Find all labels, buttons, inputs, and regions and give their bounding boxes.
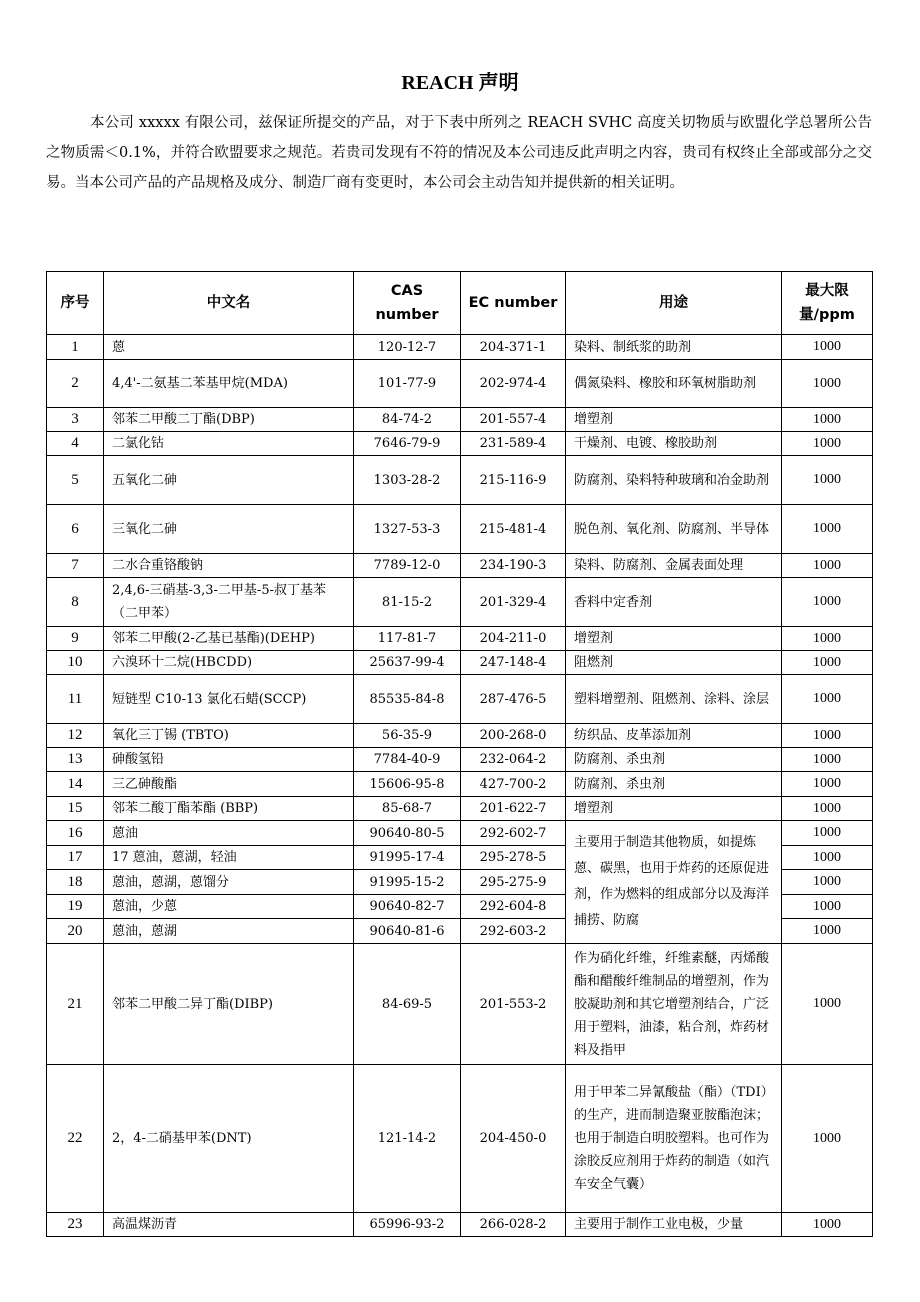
substance-use: 染料、制纸浆的助剂 [566,335,782,360]
ec-number: 266-028-2 [461,1213,566,1237]
substance-name: 砷酸氢铅 [104,748,354,772]
max-limit: 1000 [782,578,873,627]
substance-use: 防腐剂、杀虫剂 [566,748,782,772]
table-row [47,944,873,1065]
max-limit: 1000 [782,748,873,772]
substance-use: 纺织品、皮革添加剂 [566,724,782,748]
ec-number: 200-268-0 [461,724,566,748]
max-limit: 1000 [782,1065,873,1213]
cas-number: 7784-40-9 [354,748,461,772]
substance-name: 五氧化二砷 [104,456,354,505]
max-limit: 1000 [782,675,873,724]
cas-number: 84-69-5 [354,944,461,1065]
cas-number: 81-15-2 [354,578,461,627]
substance-name: 氧化三丁锡 (TBTO) [104,724,354,748]
shared-use-cell: 主要用于制造其他物质，如提炼蒽、碳黑，也用于炸药的还原促进剂，作为燃料的组成部分以及海洋捕捞、防腐 [566,821,782,944]
table-row [47,554,873,578]
ec-number: 202-974-4 [461,360,566,408]
row-number: 3 [47,408,104,432]
max-limit: 1000 [782,554,873,578]
max-limit: 1000 [782,919,873,944]
row-number: 9 [47,627,104,651]
row-number: 15 [47,797,104,821]
max-limit: 1000 [782,724,873,748]
substance-name: 17 蒽油，蒽湖，轻油 [104,846,354,870]
header-cas: CAS number [354,272,461,335]
table-row [47,432,873,456]
svhc-table [46,271,873,1237]
row-number: 6 [47,505,104,554]
substance-name: 蒽油，蒽湖，蒽馏分 [104,870,354,895]
cas-number: 91995-15-2 [354,870,461,895]
substance-use: 用于甲苯二异氰酸盐（酯）（TDI）的生产，进而制造聚亚胺酯泡沫；也用于制造白明胶塑料。也可作为涂胶反应剂用于炸药的制造（如汽车安全气囊） [566,1065,782,1213]
ec-number: 204-211-0 [461,627,566,651]
row-number: 5 [47,456,104,505]
substance-name: 邻苯二甲酸二丁酯(DBP) [104,408,354,432]
substance-use: 作为硝化纤维，纤维素醚，丙烯酸酯和醋酸纤维制品的增塑剂，作为胶凝助剂和其它增塑剂结合，广泛用于塑料，油漆，粘合剂，炸药材料及指甲 [566,944,782,1065]
row-number: 8 [47,578,104,627]
max-limit: 1000 [782,944,873,1065]
max-limit: 1000 [782,408,873,432]
page-title: REACH 声明 [401,72,519,94]
max-limit: 1000 [782,1213,873,1237]
ec-number: 215-116-9 [461,456,566,505]
table-row [47,408,873,432]
cas-number: 91995-17-4 [354,846,461,870]
row-number: 7 [47,554,104,578]
substance-name: 邻苯二酸丁酯苯酯 (BBP) [104,797,354,821]
table-header-row [47,272,873,335]
substance-name: 高温煤沥青 [104,1213,354,1237]
ec-number: 201-329-4 [461,578,566,627]
row-number: 1 [47,335,104,360]
max-limit: 1000 [782,505,873,554]
cas-number: 90640-80-5 [354,821,461,846]
table-row [47,821,873,846]
header-no: 序号 [47,272,104,335]
ec-number: 204-371-1 [461,335,566,360]
substance-name: 邻苯二甲酸二异丁酯(DIBP) [104,944,354,1065]
table-row [47,1213,873,1237]
max-limit: 1000 [782,432,873,456]
ec-number: 292-604-8 [461,895,566,919]
table-row [47,797,873,821]
header-max: 最大限量/ppm [782,272,873,335]
row-number: 22 [47,1065,104,1213]
table-row [47,456,873,505]
substance-name: 三乙砷酸酯 [104,772,354,797]
table-row [47,748,873,772]
max-limit: 1000 [782,360,873,408]
max-limit: 1000 [782,821,873,846]
table-row [47,360,873,408]
table-row [47,627,873,651]
substance-use: 阻燃剂 [566,651,782,675]
substance-name: 蒽 [104,335,354,360]
ec-number: 201-553-2 [461,944,566,1065]
row-number: 4 [47,432,104,456]
substance-name: 六溴环十二烷(HBCDD) [104,651,354,675]
header-ec: EC number [461,272,566,335]
max-limit: 1000 [782,870,873,895]
ec-number: 201-557-4 [461,408,566,432]
ec-number: 232-064-2 [461,748,566,772]
ec-number: 427-700-2 [461,772,566,797]
cas-number: 7789-12-0 [354,554,461,578]
cas-number: 85-68-7 [354,797,461,821]
row-number: 23 [47,1213,104,1237]
substance-use: 塑料增塑剂、阻燃剂、涂料、涂层 [566,675,782,724]
max-limit: 1000 [782,797,873,821]
substance-name: 2,4,6-三硝基-3,3-二甲基-5-叔丁基苯（二甲苯） [104,578,354,627]
header-use: 用途 [566,272,782,335]
ec-number: 234-190-3 [461,554,566,578]
row-number: 2 [47,360,104,408]
substance-name: 4,4'-二氨基二苯基甲烷(MDA) [104,360,354,408]
substance-use: 染料、防腐剂、金属表面处理 [566,554,782,578]
table-row [47,724,873,748]
row-number: 18 [47,870,104,895]
substance-use: 增塑剂 [566,797,782,821]
row-number: 17 [47,846,104,870]
cas-number: 25637-99-4 [354,651,461,675]
ec-number: 295-278-5 [461,846,566,870]
table-row [47,772,873,797]
row-number: 14 [47,772,104,797]
ec-number: 292-602-7 [461,821,566,846]
ec-number: 287-476-5 [461,675,566,724]
max-limit: 1000 [782,456,873,505]
table-row [47,578,873,627]
table-row [47,675,873,724]
max-limit: 1000 [782,772,873,797]
header-name: 中文名 [104,272,354,335]
substance-use: 偶氮染料、橡胶和环氧树脂助剂 [566,360,782,408]
max-limit: 1000 [782,895,873,919]
ec-number: 215-481-4 [461,505,566,554]
substance-name: 二水合重铬酸钠 [104,554,354,578]
table-row [47,651,873,675]
substance-name: 蒽油 [104,821,354,846]
cas-number: 121-14-2 [354,1065,461,1213]
table-row [47,1065,873,1213]
cas-number: 1327-53-3 [354,505,461,554]
cas-number: 84-74-2 [354,408,461,432]
row-number: 21 [47,944,104,1065]
substance-use: 防腐剂、杀虫剂 [566,772,782,797]
max-limit: 1000 [782,846,873,870]
ec-number: 292-603-2 [461,919,566,944]
substance-use: 增塑剂 [566,408,782,432]
substance-use: 增塑剂 [566,627,782,651]
table-row [47,335,873,360]
substance-name: 蒽油，少蒽 [104,895,354,919]
row-number: 20 [47,919,104,944]
max-limit: 1000 [782,627,873,651]
table-row [47,505,873,554]
substance-name: 蒽油，蒽湖 [104,919,354,944]
substance-name: 二氯化钴 [104,432,354,456]
cas-number: 90640-82-7 [354,895,461,919]
max-limit: 1000 [782,651,873,675]
row-number: 19 [47,895,104,919]
cas-number: 65996-93-2 [354,1213,461,1237]
cas-number: 1303-28-2 [354,456,461,505]
cas-number: 90640-81-6 [354,919,461,944]
cas-number: 120-12-7 [354,335,461,360]
ec-number: 201-622-7 [461,797,566,821]
row-number: 12 [47,724,104,748]
ec-number: 295-275-9 [461,870,566,895]
row-number: 10 [47,651,104,675]
ec-number: 231-589-4 [461,432,566,456]
row-number: 16 [47,821,104,846]
cas-number: 117-81-7 [354,627,461,651]
substance-use: 主要用于制作工业电极，少量 [566,1213,782,1237]
substance-use: 脱色剂、氧化剂、防腐剂、半导体 [566,505,782,554]
max-limit: 1000 [782,335,873,360]
cas-number: 7646-79-9 [354,432,461,456]
substance-use: 香料中定香剂 [566,578,782,627]
substance-name: 短链型 C10-13 氯化石蜡(SCCP) [104,675,354,724]
substance-name: 三氧化二砷 [104,505,354,554]
cas-number: 101-77-9 [354,360,461,408]
cas-number: 56-35-9 [354,724,461,748]
ec-number: 247-148-4 [461,651,566,675]
cas-number: 15606-95-8 [354,772,461,797]
ec-number: 204-450-0 [461,1065,566,1213]
substance-name: 2，4-二硝基甲苯(DNT) [104,1065,354,1213]
cas-number: 85535-84-8 [354,675,461,724]
row-number: 13 [47,748,104,772]
substance-use: 干燥剂、电镀、橡胶助剂 [566,432,782,456]
row-number: 11 [47,675,104,724]
declaration-paragraph: 本公司 xxxxx 有限公司，兹保证所提交的产品，对于下表中所列之 REACH SVHC 高度关切物质与欧盟化学总署所公告之物质需＜0.1%，并符合欧盟要求之规范。若贵司发现有不符的情况及本公司违反此声明之内容，贵司有权终止全部或部分之交易。当本公司产品的产品规格及成分、制造厂商有变更时，本公司会主动告知并提供新的相关证明。 [46,115,872,191]
substance-use: 防腐剂、染料特种玻璃和冶金助剂 [566,456,782,505]
substance-name: 邻苯二甲酸(2-乙基已基酯)(DEHP) [104,627,354,651]
